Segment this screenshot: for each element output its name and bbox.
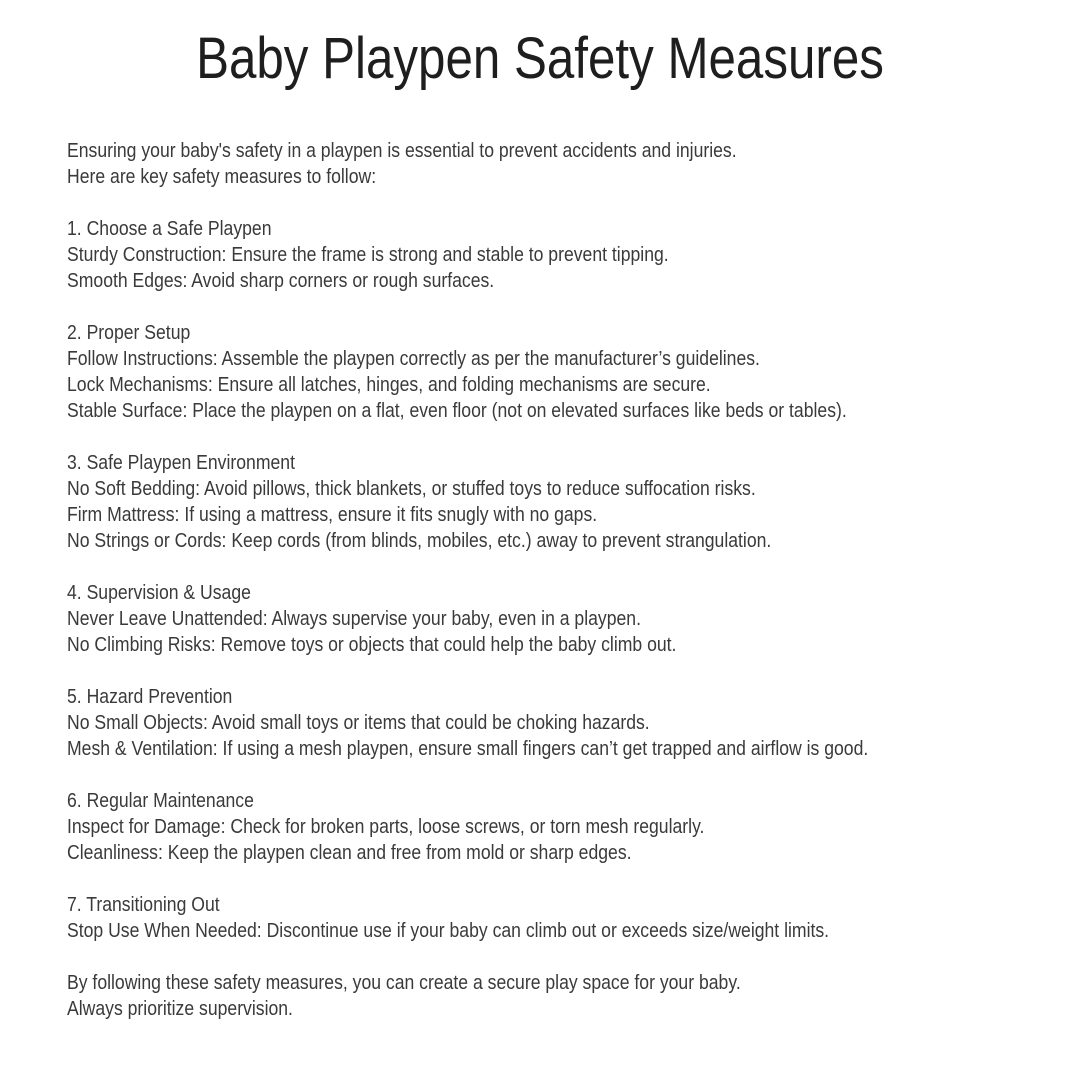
section-heading: 7. Transitioning Out [67, 894, 220, 916]
section-supervision-usage [67, 580, 1080, 658]
text-line: Ensuring your baby's safety in a playpen is essential to prevent accidents and injuries. [67, 140, 737, 162]
section-transitioning-out [67, 892, 1080, 944]
page-title: Baby Playpen Safety Measures [196, 26, 884, 91]
section-heading: 5. Hazard Prevention [67, 686, 233, 708]
text-line: Sturdy Construction: Ensure the frame is strong and stable to prevent tipping. [67, 244, 669, 266]
intro-paragraph [67, 138, 1080, 190]
text-line: Always prioritize supervision. [67, 998, 293, 1020]
text-line: No Strings or Cords: Keep cords (from blinds, mobiles, etc.) away to prevent strangulation. [67, 530, 772, 552]
section-heading: 6. Regular Maintenance [67, 790, 254, 812]
text-line: Smooth Edges: Avoid sharp corners or rough surfaces. [67, 270, 495, 292]
text-line: No Soft Bedding: Avoid pillows, thick blankets, or stuffed toys to reduce suffocation risks. [67, 478, 756, 500]
text-line: Follow Instructions: Assemble the playpen correctly as per the manufacturer’s guidelines. [67, 348, 760, 370]
section-heading: 1. Choose a Safe Playpen [67, 218, 272, 240]
text-line: Cleanliness: Keep the playpen clean and free from mold or sharp edges. [67, 842, 632, 864]
text-line: No Small Objects: Avoid small toys or items that could be choking hazards. [67, 712, 650, 734]
text-line: Never Leave Unattended: Always supervise your baby, even in a playpen. [67, 608, 641, 630]
section-heading: 4. Supervision & Usage [67, 582, 251, 604]
section-proper-setup [67, 320, 1080, 424]
section-heading: 3. Safe Playpen Environment [67, 452, 295, 474]
text-line: Mesh & Ventilation: If using a mesh playpen, ensure small fingers can’t get trapped and airflow is good. [67, 738, 869, 760]
section-heading: 2. Proper Setup [67, 322, 191, 344]
section-safe-playpen-environment [67, 450, 1080, 554]
text-line: By following these safety measures, you can create a secure play space for your baby. [67, 972, 741, 994]
section-regular-maintenance [67, 788, 1080, 866]
text-line: Stable Surface: Place the playpen on a flat, even floor (not on elevated surfaces like beds or tables). [67, 400, 847, 422]
document-body [67, 138, 1080, 1022]
section-hazard-prevention [67, 684, 1080, 762]
text-line: No Climbing Risks: Remove toys or objects that could help the baby climb out. [67, 634, 677, 656]
text-line: Stop Use When Needed: Discontinue use if your baby can climb out or exceeds size/weight limits. [67, 920, 830, 942]
text-line: Lock Mechanisms: Ensure all latches, hinges, and folding mechanisms are secure. [67, 374, 711, 396]
text-line: Here are key safety measures to follow: [67, 166, 377, 188]
section-choose-safe-playpen [67, 216, 1080, 294]
text-line: Inspect for Damage: Check for broken parts, loose screws, or torn mesh regularly. [67, 816, 705, 838]
text-line: Firm Mattress: If using a mattress, ensure it fits snugly with no gaps. [67, 504, 598, 526]
outro-paragraph [67, 970, 1080, 1022]
